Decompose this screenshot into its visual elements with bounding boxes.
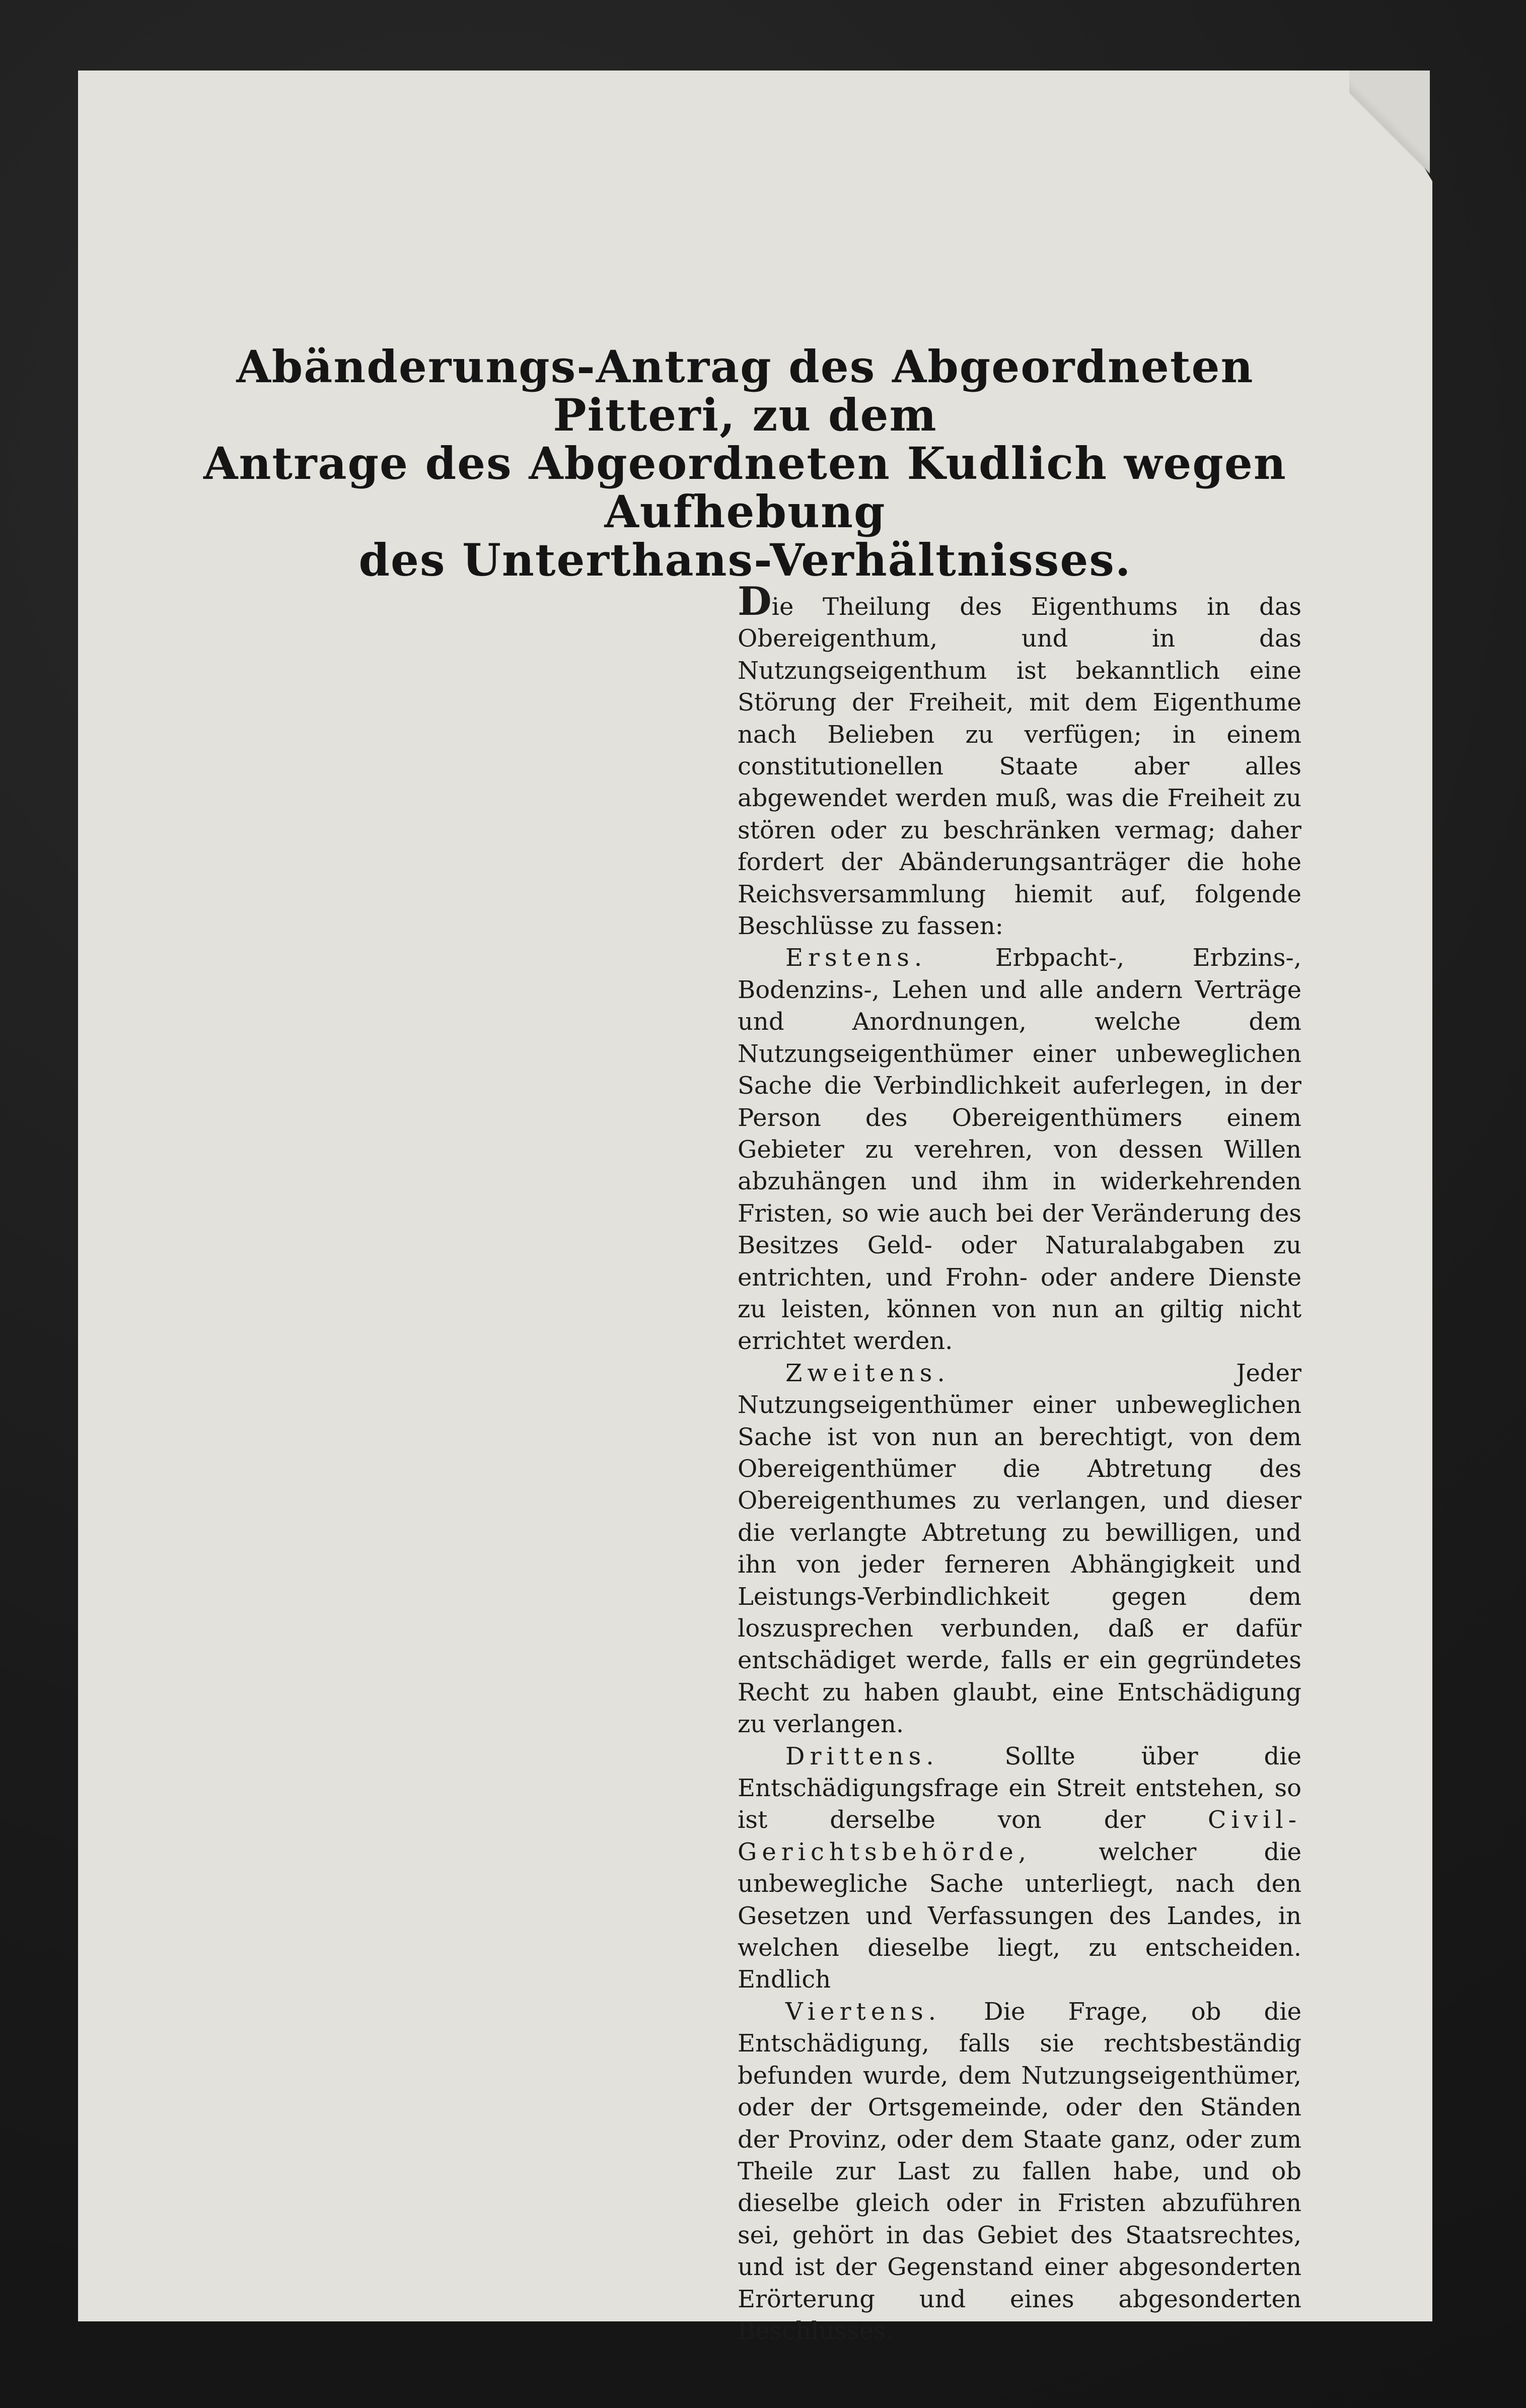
section-lead: Drittens. — [785, 1742, 939, 1770]
section-emphasis: Civil-Gerichtsbehörde, — [738, 1806, 1301, 1866]
intro-text: ie Theilung des Eigenthums in das Obereigenthum, und in das Nutzungseigenthum ist bekanntlich eine Störung der Freiheit, mit dem Eigenthume nach Belieben zu verfügen; in einem constitutionellen Staate aber alles abgewendet werden muß, was die Freiheit zu stören oder zu beschränken vermag; daher fordert der Abänderungsanträger die hohe Reichsversammlung hiemit auf, folgende Beschlüsse zu fassen: — [738, 593, 1301, 941]
section-text: Die Frage, ob die Entschädigung, falls sie rechtsbeständig befunden wurde, dem Nutzungseigenthümer, oder der Ortsgemeinde, oder den Ständen der Provinz, oder dem Staate ganz, oder zum Theile zur Last zu fallen habe, und ob dieselbe gleich oder in Fristen abzuführen sei, gehört in das Gebiet des Staatsrechtes, und ist der Gegenstand einer abgesonderten Erörterung und eines abgesonderten Beschlusses. — [738, 1997, 1301, 2345]
motion-text — [738, 579, 1301, 2347]
folded-corner — [1349, 70, 1430, 186]
section-viertens — [738, 1996, 1301, 2347]
section-drittens — [738, 1741, 1301, 1996]
title-line-3: des Unterthans-Verhältnisses. — [358, 534, 1132, 586]
section-erstens — [738, 942, 1301, 1357]
title-line-2: Antrage des Abgeordneten Kudlich wegen Aufhebung — [203, 437, 1287, 538]
document-title — [181, 342, 1309, 584]
section-lead: Zweitens. — [785, 1359, 950, 1387]
section-text: Erbpacht-, Erbzins-, Bodenzins-, Lehen und alle andern Verträge und Anordnungen, welche dem Nutzungseigenthümer einer unbeweglichen Sache die Verbindlichkeit auferlegen, in der Person des Obereigenthümers einem Gebieter zu verehren, von dessen Willen abzuhängen und ihm in widerkehrenden Fristen, so wie auch bei der Veränderung des Besitzes Geld- oder Naturalabgaben zu entrichten, und Frohn- oder andere Dienste zu leisten, können von nun an giltig nicht errichtet werden. — [738, 944, 1301, 1356]
section-text: Jeder Nutzungseigenthümer einer unbeweglichen Sache ist von nun an berechtigt, von dem Obereigenthümer die Abtretung des Obereigenthumes zu verlangen, und dieser die verlangte Abtretung zu bewilligen, und ihn von jeder ferneren Abhängigkeit und Leistungs-Verbindlichkeit gegen dem loszusprechen verbunden, daß er dafür entschädiget werde, falls er ein gegründetes Recht zu haben glaubt, eine Entschädigung zu verlangen. — [738, 1359, 1301, 1739]
intro-paragraph — [738, 579, 1301, 942]
drop-cap: D — [738, 579, 772, 624]
title-line-1: Abänderungs-Antrag des Abgeordneten Pitteri, zu dem — [236, 340, 1254, 441]
section-lead: Erstens. — [785, 944, 927, 972]
section-zweitens — [738, 1358, 1301, 1741]
section-text-before: Sollte über die Entschädigungsfrage ein Streit entstehen, so ist derselbe von der — [738, 1742, 1301, 1834]
section-lead: Viertens. — [785, 1997, 941, 2026]
section-text-after: welcher die unbewegliche Sache unterliegt, nach den Gesetzen und Verfassungen des Landes, in welchen dieselbe liegt, zu entscheiden. Endlich — [738, 1837, 1301, 1994]
